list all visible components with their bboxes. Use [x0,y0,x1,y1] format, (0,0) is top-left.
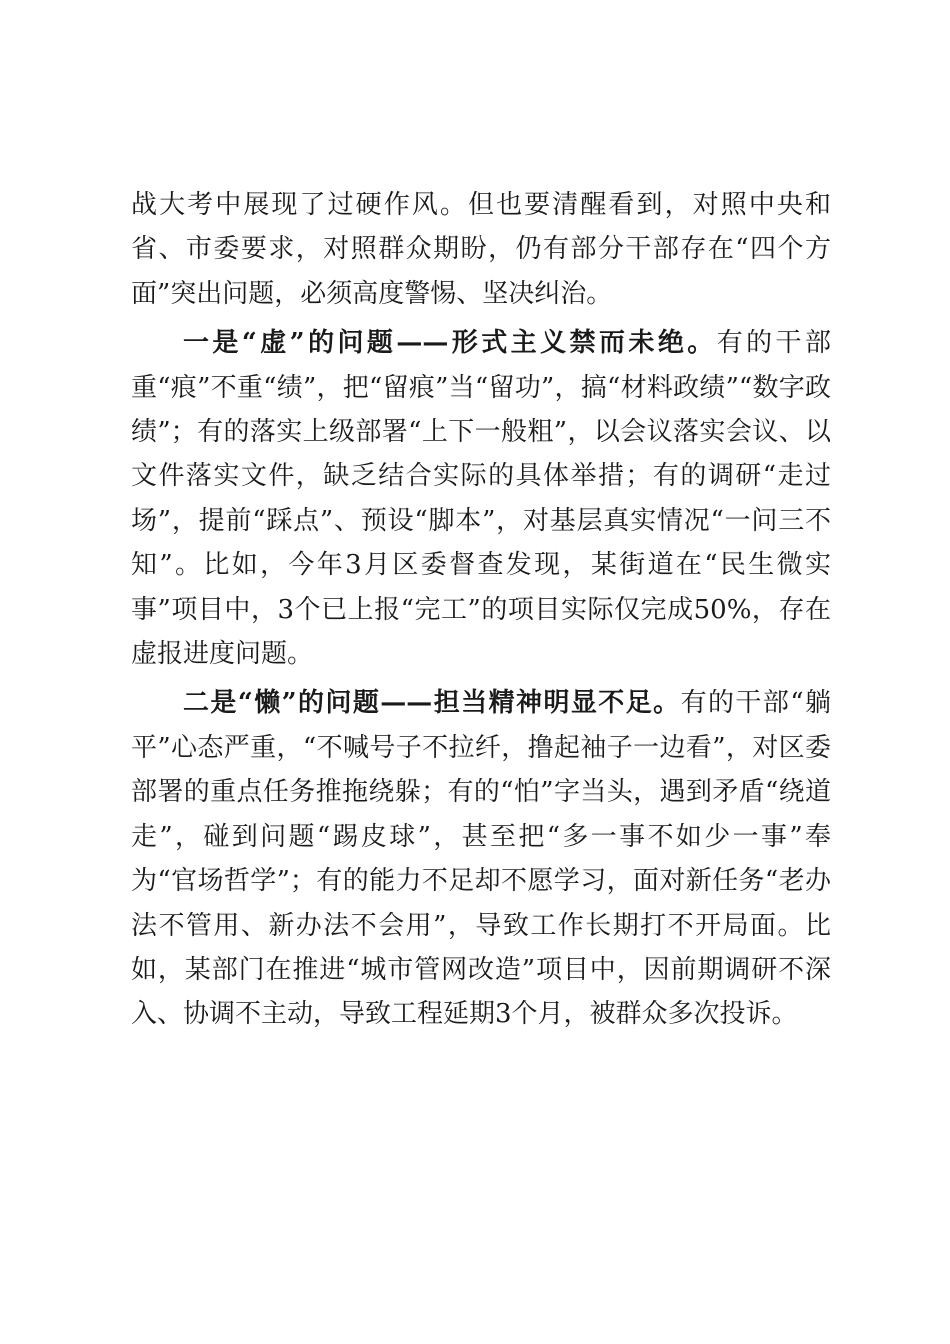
paragraph-heading: 一是“虚”的问题——形式主义禁而未绝。 [183,328,717,359]
paragraph-lan-problem [131,681,831,1036]
paragraph-xu-problem [131,321,831,676]
paragraph-text: 战大考中展现了过硬作风。但也要清醒看到，对照中央和省、市委要求，对照群众期盼，仍有部分干部存在“四个方面”突出问题，必须高度警惕、坚决纠治。 [131,190,831,309]
document-body [131,183,831,1042]
paragraph-heading: 二是“懒”的问题——担当精神明显不足。 [183,688,681,719]
paragraph-text: 有的干部重“痕”不重“绩”，把“留痕”当“留功”，搞“材料政绩”“数字政绩”；有的落实上级部署“上下一般粗”，以会议落实会议、以文件落实文件，缺乏结合实际的具体举措；有的调研“走过场”，提前“踩点”、预设“脚本”，对基层真实情况“一问三不知”。比如，今年3月区委督查发现，某街道在“民生微实事”项目中，3个已上报“完工”的项目实际仅完成50%，存在虚报进度问题。 [131,328,831,670]
paragraph-continuation [131,183,831,316]
paragraph-text: 有的干部“躺平”心态严重，“不喊号子不拉纤，撸起袖子一边看”，对区委部署的重点任务推拖绕躲；有的“怕”字当头，遇到矛盾“绕道走”，碰到问题“踢皮球”，甚至把“多一事不如少一事”奉为“官场哲学”；有的能力不足却不愿学习，面对新任务“老办法不管用、新办法不会用”，导致工作长期打不开局面。比如，某部门在推进“城市管网改造”项目中，因前期调研不深入、协调不主动，导致工程延期3个月，被群众多次投诉。 [131,688,831,1030]
